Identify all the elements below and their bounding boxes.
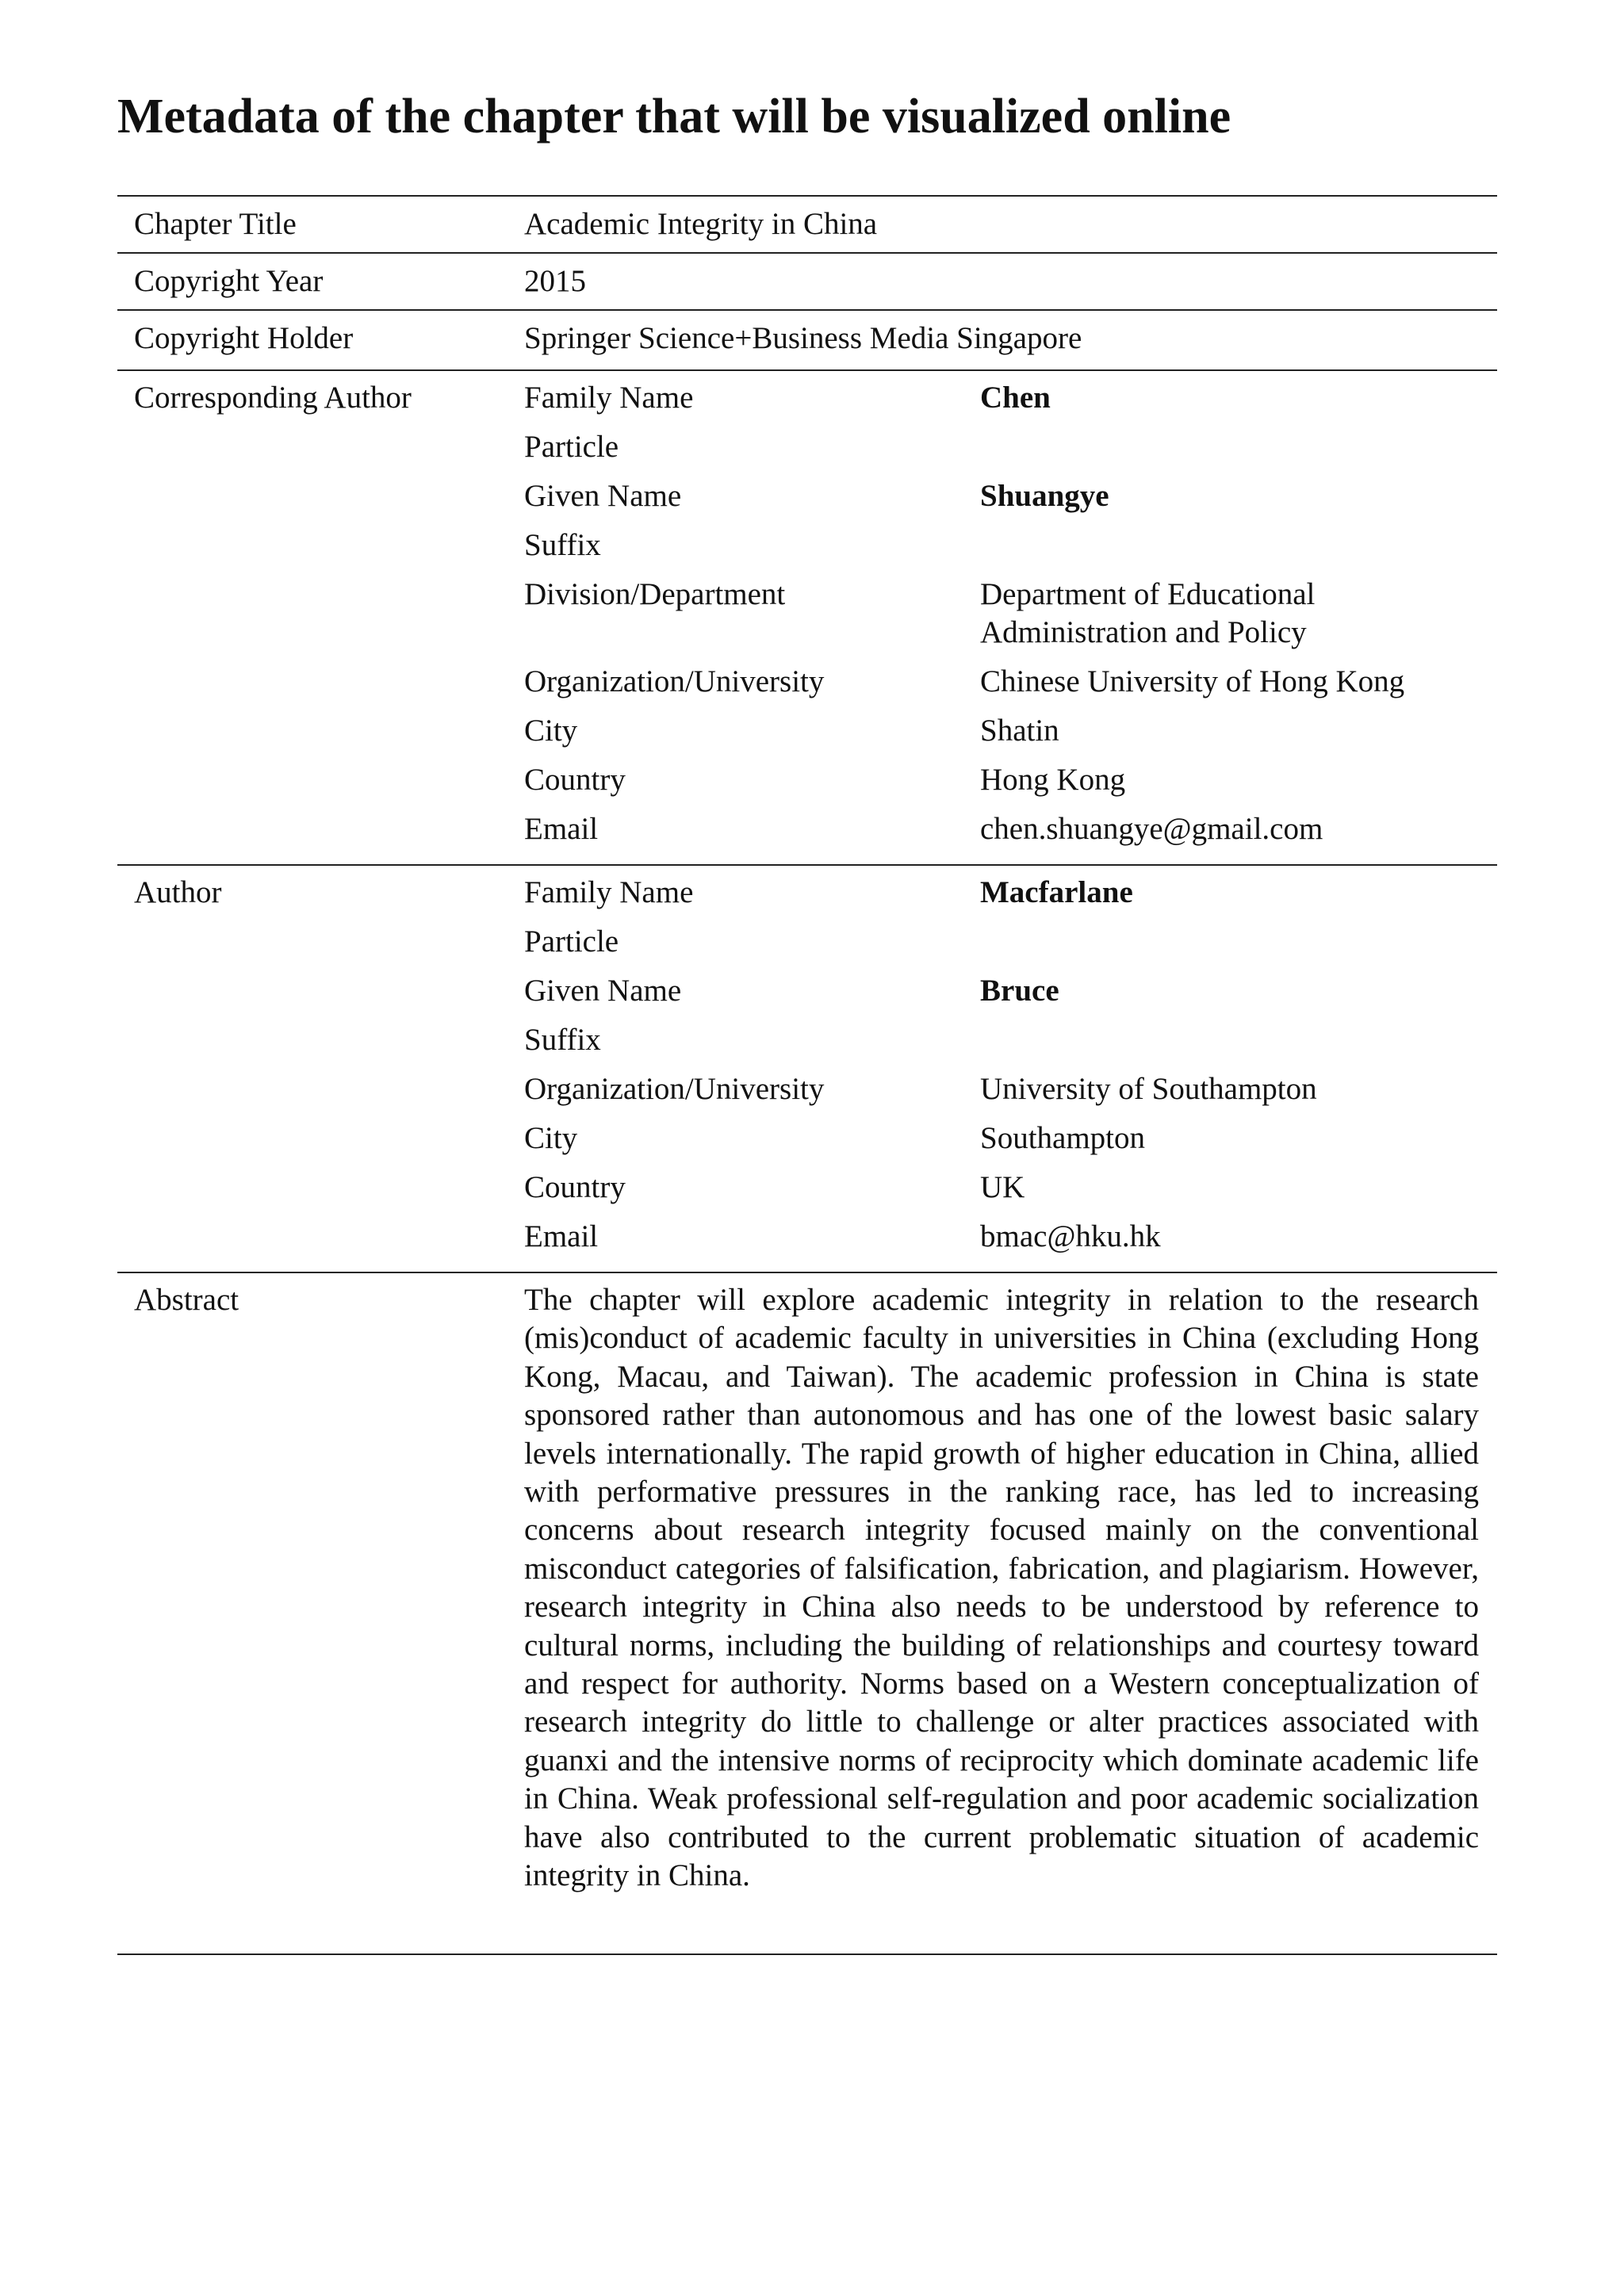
field-value: Department of Educational Administration and Policy — [980, 577, 1316, 649]
author-label: Author — [134, 875, 222, 909]
chapter-title-row — [117, 197, 1497, 254]
field-key: Given Name — [524, 479, 682, 513]
author-row — [117, 866, 1497, 1273]
field-suffix — [524, 526, 1497, 576]
page-title: Metadata of the chapter that will be visualized online — [117, 90, 1231, 144]
abstract-row — [117, 1273, 1497, 1955]
field-country — [524, 761, 1497, 810]
copyright-year-row — [117, 254, 1497, 311]
field-value: UK — [980, 1170, 1025, 1204]
field-key: Suffix — [524, 1023, 601, 1057]
field-key: Email — [524, 1219, 599, 1253]
field-key: Particle — [524, 924, 619, 959]
field-value: bmac@hku.hk — [980, 1219, 1161, 1253]
field-key: Country — [524, 1170, 626, 1204]
field-suffix — [524, 1021, 1497, 1070]
field-organization-university — [524, 1070, 1497, 1119]
field-value: Chen — [980, 381, 1051, 415]
field-value: Shuangye — [980, 479, 1109, 513]
field-value: chen.shuangye@gmail.com — [980, 812, 1323, 846]
field-value — [980, 428, 1472, 477]
author-fields — [524, 874, 1497, 1267]
field-email — [524, 1218, 1497, 1267]
field-key: Organization/University — [524, 1072, 825, 1106]
field-particle — [524, 923, 1497, 972]
field-key: Division/Department — [524, 577, 786, 611]
field-key: City — [524, 1121, 578, 1155]
field-family-name — [524, 379, 1497, 428]
corresponding-author-fields — [524, 379, 1497, 859]
abstract-text: The chapter will explore academic integrity in relation to the research (mis)conduct of academic faculty in universities in China (excluding Hong Kong, Macau, and Taiwan). The academic profession in China is state sponsored rather than autonomous and has one of the lowest basic salary levels internationally. The rapid growth of higher education in China, allied with performative pressures in the ranking race, has led to increasing concerns about research integrity focused mainly on the conventional misconduct categories of falsification, fabrication, and plagiarism. However, research integrity in China also needs to be understood by reference to cultural norms, including the building of relationships and courtesy toward and respect for authority. Norms based on a Western conceptualization of research integrity do little to challenge or alter practices associated with guanxi and the intensive norms of reciprocity which dominate academic life in China. Weak professional self-regulation and poor academic socialization have also contributed to the current problematic situation of academic integrity in China. — [524, 1283, 1479, 1893]
field-organization-university — [524, 663, 1497, 712]
field-city — [524, 712, 1497, 761]
metadata-table — [117, 195, 1497, 1955]
field-value: Chinese University of Hong Kong — [980, 664, 1405, 698]
field-key: Given Name — [524, 974, 682, 1008]
field-particle — [524, 428, 1497, 477]
field-key: Family Name — [524, 381, 694, 415]
chapter-title-value: Academic Integrity in China — [524, 207, 878, 241]
field-value — [980, 923, 1472, 972]
field-value: Shatin — [980, 714, 1059, 748]
field-country — [524, 1169, 1497, 1218]
field-key: City — [524, 714, 578, 748]
field-key: Family Name — [524, 875, 694, 909]
field-family-name — [524, 874, 1497, 923]
copyright-holder-row — [117, 311, 1497, 371]
field-value — [980, 1021, 1472, 1070]
field-given-name — [524, 972, 1497, 1021]
abstract-label: Abstract — [134, 1283, 239, 1317]
field-value: Hong Kong — [980, 763, 1126, 797]
field-value: University of Southampton — [980, 1072, 1317, 1106]
field-given-name — [524, 477, 1497, 526]
field-value: Southampton — [980, 1121, 1146, 1155]
copyright-year-value: 2015 — [524, 264, 586, 298]
corresponding-author-label: Corresponding Author — [134, 381, 412, 415]
chapter-title-label: Chapter Title — [134, 207, 297, 241]
field-city — [524, 1119, 1497, 1169]
copyright-holder-label: Copyright Holder — [134, 321, 354, 355]
field-division-department — [524, 576, 1497, 663]
field-key: Particle — [524, 430, 619, 464]
field-email — [524, 810, 1497, 859]
field-key: Suffix — [524, 528, 601, 562]
copyright-holder-value: Springer Science+Business Media Singapore — [524, 321, 1082, 355]
corresponding-author-row — [117, 371, 1497, 866]
field-key: Country — [524, 763, 626, 797]
field-key: Organization/University — [524, 664, 825, 698]
copyright-year-label: Copyright Year — [134, 264, 324, 298]
field-value — [980, 526, 1472, 576]
field-value: Macfarlane — [980, 875, 1133, 909]
field-key: Email — [524, 812, 599, 846]
field-value: Bruce — [980, 974, 1059, 1008]
